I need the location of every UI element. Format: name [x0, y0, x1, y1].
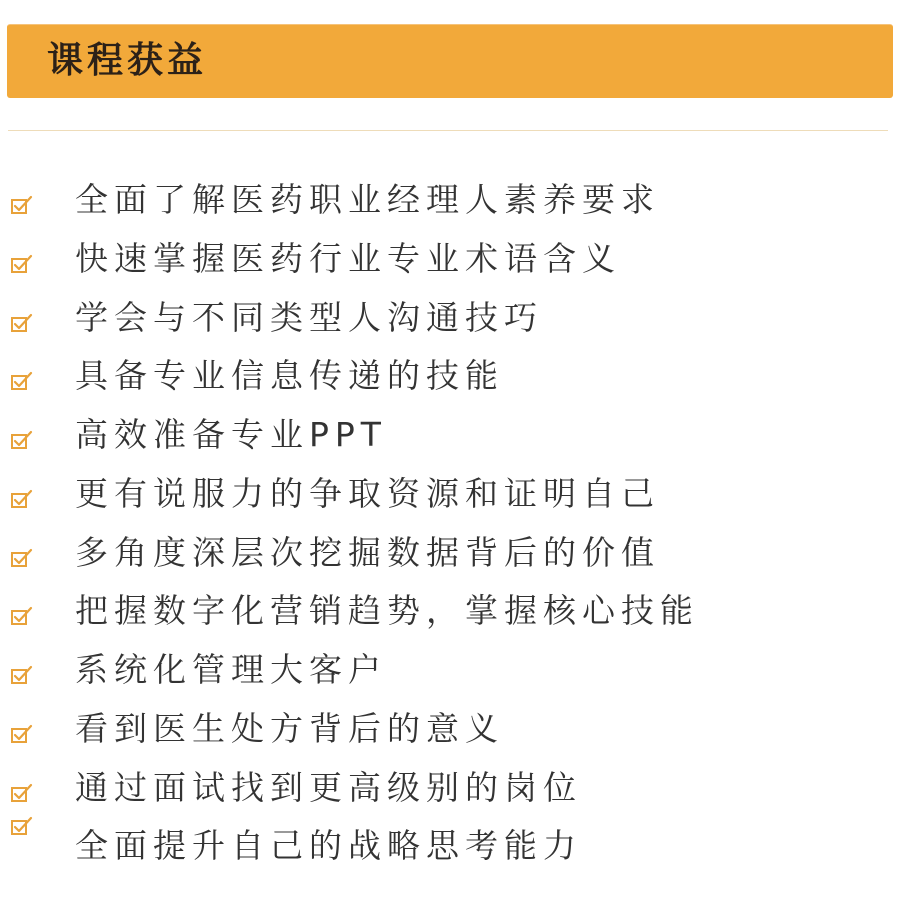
- list-item: [0, 474, 900, 524]
- list-item: [0, 533, 900, 583]
- benefit-text: 快速掌握医药行业专业术语含义: [75, 239, 621, 278]
- benefit-text: 系统化管理大客户: [75, 650, 387, 689]
- divider: [8, 130, 888, 131]
- list-item: [0, 591, 900, 641]
- list-item: [0, 709, 900, 759]
- checkbox-checked-icon: [10, 815, 34, 837]
- checkbox-checked-icon: [10, 370, 34, 392]
- checkbox-checked-icon: [10, 664, 34, 686]
- checkbox-checked-icon: [10, 429, 34, 451]
- checkbox-checked-icon: [10, 253, 34, 275]
- list-item: [0, 768, 900, 818]
- list-item: [0, 415, 900, 465]
- benefit-text: 更有说服力的争取资源和证明自己: [75, 474, 660, 513]
- checkbox-checked-icon: [10, 547, 34, 569]
- list-item: [0, 180, 900, 230]
- benefit-text: 全面提升自己的战略思考能力: [75, 826, 582, 865]
- checkbox-checked-icon: [10, 723, 34, 745]
- checkbox-checked-icon: [10, 782, 34, 804]
- benefit-text: 看到医生处方背后的意义: [75, 709, 504, 748]
- list-item: [0, 650, 900, 700]
- checkbox-checked-icon: [10, 605, 34, 627]
- benefit-text: 多角度深层次挖掘数据背后的价值: [75, 533, 660, 572]
- benefit-text: 把握数字化营销趋势，掌握核心技能: [75, 591, 699, 630]
- benefit-text: 学会与不同类型人沟通技巧: [75, 298, 543, 337]
- checkbox-checked-icon: [10, 488, 34, 510]
- benefit-text: 通过面试找到更高级别的岗位: [75, 768, 582, 807]
- checkbox-checked-icon: [10, 312, 34, 334]
- list-item: [0, 298, 900, 348]
- section-header-banner: [7, 24, 893, 98]
- list-item: [0, 356, 900, 406]
- benefit-text: 高效准备专业PPT: [75, 415, 387, 454]
- list-item: [0, 826, 900, 876]
- list-item: [0, 239, 900, 289]
- section-title: 课程获益: [47, 40, 208, 81]
- benefit-text: 全面了解医药职业经理人素养要求: [75, 180, 660, 219]
- benefit-text: 具备专业信息传递的技能: [75, 356, 504, 395]
- checkbox-checked-icon: [10, 194, 34, 216]
